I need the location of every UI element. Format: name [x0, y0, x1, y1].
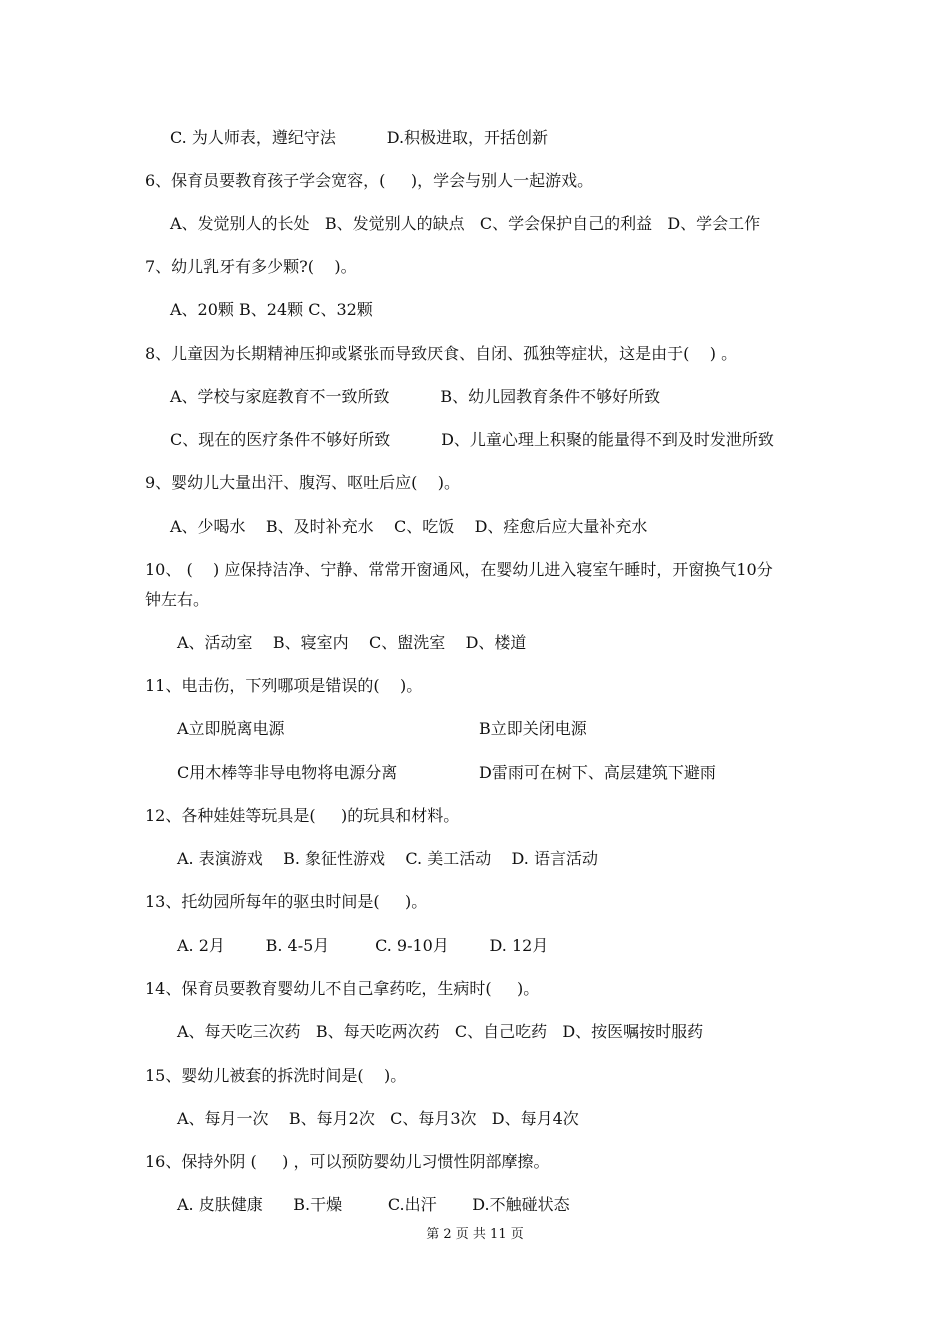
q7-options: A、20颗 B、24颗 C、32颗 [170, 300, 373, 319]
q14-options: A、每天吃三次药 B、每天吃两次药 C、自己吃药 D、按医嘱按时服药 [177, 1022, 704, 1041]
question-10: 10、 ( ) 应保持洁净、宁静、常常开窗通风，在婴幼儿进入寝室午睡时，开窗换气10分 [145, 560, 773, 579]
question-7: 7、幼儿乳牙有多少颗?( )。 [145, 257, 357, 276]
question-9: 9、婴幼儿大量出汗、腹泻、呕吐后应( )。 [145, 473, 461, 492]
question-12: 12、各种娃娃等玩具是( )的玩具和材料。 [145, 806, 460, 825]
q8-options-ab: A、学校与家庭教育不一致所致 B、幼儿园教育条件不够好所致 [170, 387, 661, 406]
q9-options: A、少喝水 B、及时补充水 C、吃饭 D、痊愈后应大量补充水 [170, 517, 648, 536]
q11-option-a: A立即脱离电源 [177, 719, 285, 738]
question-8: 8、儿童因为长期精神压抑或紧张而导致厌食、自闭、孤独等症状，这是由于( ) 。 [145, 344, 738, 363]
q12-options: A. 表演游戏 B. 象征性游戏 C. 美工活动 D. 语言活动 [177, 849, 598, 868]
q11-option-c: C用木棒等非导电物将电源分离 [177, 763, 398, 782]
question-14: 14、保育员要教育婴幼儿不自己拿药吃，生病时( )。 [145, 979, 540, 998]
q10-options: A、活动室 B、寝室内 C、盥洗室 D、楼道 [177, 633, 527, 652]
q8-options-cd: C、现在的医疗条件不够好所致 D、儿童心理上积聚的能量得不到及时发泄所致 [170, 430, 774, 449]
page-footer: 第 2 页 共 11 页 [426, 1227, 524, 1242]
question-15: 15、婴幼儿被套的拆洗时间是( )。 [145, 1066, 407, 1085]
q6-options: A、发觉别人的长处 B、发觉别人的缺点 C、学会保护自己的利益 D、学会工作 [170, 214, 761, 233]
q11-option-d: D雷雨可在树下、高层建筑下避雨 [479, 763, 716, 782]
q5-options-line: C. 为人师表，遵纪守法 D.积极进取，开括创新 [170, 128, 549, 147]
q11-option-b: B立即关闭电源 [479, 719, 587, 738]
question-6: 6、保育员要教育孩子学会宽容，( )，学会与别人一起游戏。 [145, 171, 594, 190]
question-10-cont: 钟左右。 [145, 590, 210, 609]
question-11: 11、电击伤，下列哪项是错误的( )。 [145, 676, 423, 695]
q15-options: A、每月一次 B、每月2次 C、每月3次 D、每月4次 [177, 1109, 579, 1128]
q13-options: A. 2月 B. 4-5月 C. 9-10月 D. 12月 [177, 936, 549, 955]
q16-options: A. 皮肤健康 B.干燥 C.出汗 D.不触碰状态 [177, 1195, 570, 1214]
question-16: 16、保持外阴 ( ) ，可以预防婴幼儿习惯性阴部摩擦。 [145, 1152, 550, 1171]
question-13: 13、托幼园所每年的驱虫时间是( )。 [145, 892, 428, 911]
